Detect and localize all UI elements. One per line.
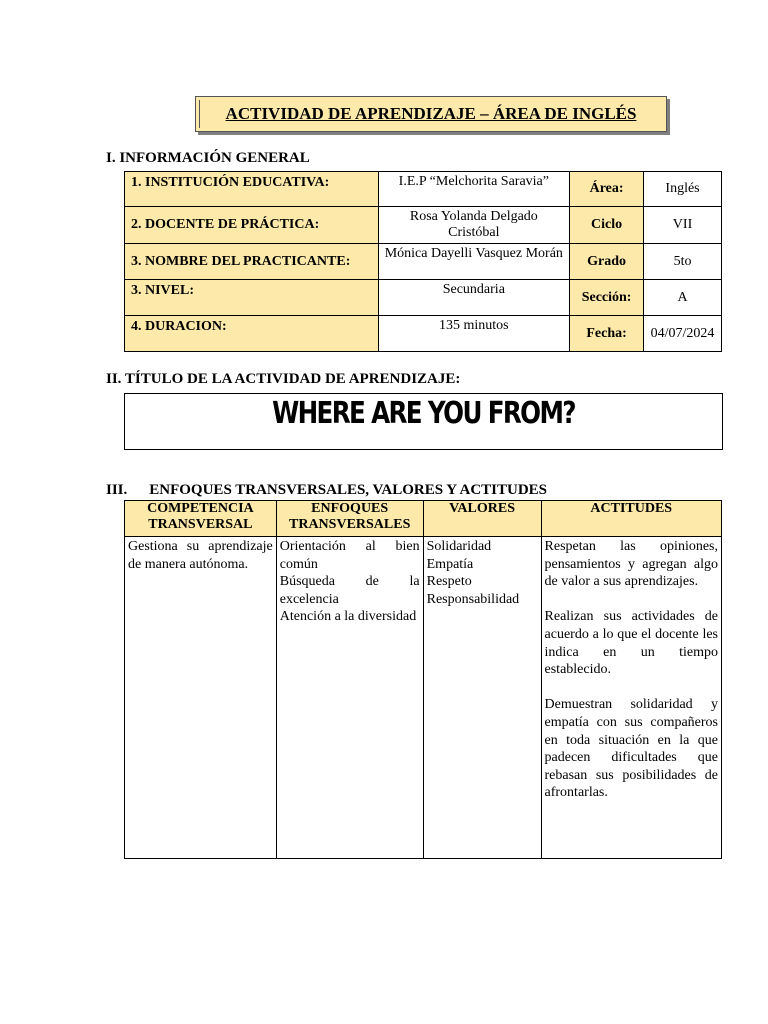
enfoque-item: Atención a la diversidad bbox=[279, 609, 417, 625]
valor-item: Responsabilidad bbox=[426, 591, 520, 607]
actitud-item: Demuestran solidaridad y empatía con sus compañeros en toda situación en la que padecen dificultades que rebasan sus posibilidades de afrontarlas. bbox=[544, 697, 718, 801]
activity-title: WHERE ARE YOU FROM? bbox=[272, 396, 575, 431]
info-label: 3. NIVEL: bbox=[125, 280, 379, 316]
valores-cell bbox=[423, 537, 541, 859]
competencia-cell: Gestiona su aprendizaje de manera autónoma. bbox=[125, 537, 277, 859]
enfoques-header-row bbox=[125, 501, 722, 537]
section-3-heading bbox=[106, 482, 547, 499]
info-right-label: Área: bbox=[570, 172, 644, 207]
info-right-value: Inglés bbox=[644, 172, 722, 207]
info-right-value: VII bbox=[644, 207, 722, 244]
col-header: ACTITUDES bbox=[541, 501, 721, 537]
info-label: 2. DOCENTE DE PRÁCTICA: bbox=[125, 207, 379, 244]
info-row bbox=[125, 316, 722, 352]
section-3-number: III. bbox=[106, 482, 128, 498]
valor-item: Empatía bbox=[426, 556, 474, 572]
col-header: ENFOQUES TRANSVERSALES bbox=[276, 501, 423, 537]
enfoques-content-row bbox=[125, 537, 722, 859]
document-title: ACTIVIDAD DE APRENDIZAJE – ÁREA DE INGLÉS bbox=[225, 104, 637, 123]
info-right-label: Fecha: bbox=[570, 316, 644, 352]
info-right-value: 04/07/2024 bbox=[644, 316, 722, 352]
enfoque-item: Búsqueda de la excelencia bbox=[279, 574, 420, 607]
info-right-label: Grado bbox=[570, 244, 644, 280]
info-label: 4. DURACION: bbox=[125, 316, 379, 352]
info-right-label: Ciclo bbox=[570, 207, 644, 244]
actitud-item: Respetan las opiniones, pensamientos y agregan algo de valor a sus aprendizajes. bbox=[544, 539, 718, 590]
info-value: Mónica Dayelli Vasquez Morán bbox=[378, 244, 570, 280]
info-right-label: Sección: bbox=[570, 280, 644, 316]
col-header: COMPETENCIA TRANSVERSAL bbox=[125, 501, 277, 537]
section-1-heading: I. INFORMACIÓN GENERAL bbox=[106, 150, 310, 166]
info-value: I.E.P “Melchorita Saravia” bbox=[378, 172, 570, 207]
info-label: 1. INSTITUCIÓN EDUCATIVA: bbox=[125, 172, 379, 207]
info-value: 135 minutos bbox=[378, 316, 570, 352]
info-label: 3. NOMBRE DEL PRACTICANTE: bbox=[125, 244, 379, 280]
col-header: VALORES bbox=[423, 501, 541, 537]
activity-title-frame bbox=[124, 393, 723, 450]
info-row bbox=[125, 280, 722, 316]
enfoques-table bbox=[124, 500, 722, 859]
actitudes-cell bbox=[541, 537, 721, 859]
valor-item: Respeto bbox=[426, 574, 472, 590]
info-value: Secundaria bbox=[378, 280, 570, 316]
section-3-title: ENFOQUES TRANSVERSALES, VALORES Y ACTITUDES bbox=[149, 482, 548, 498]
info-right-value: 5to bbox=[644, 244, 722, 280]
info-row bbox=[125, 207, 722, 244]
enfoque-item: Orientación al bien común bbox=[279, 539, 420, 572]
enfoques-cell bbox=[276, 537, 423, 859]
info-value: Rosa Yolanda Delgado Cristóbal bbox=[378, 207, 570, 244]
general-info-table bbox=[124, 171, 722, 352]
info-row bbox=[125, 172, 722, 207]
valor-item: Solidaridad bbox=[426, 539, 492, 554]
info-right-value: A bbox=[644, 280, 722, 316]
document-title-box bbox=[195, 96, 667, 132]
section-2-heading: II. TÍTULO DE LA ACTIVIDAD DE APRENDIZAJE: bbox=[106, 371, 461, 387]
actitud-item: Realizan sus actividades de acuerdo a lo que el docente les indica en un tiempo establecido. bbox=[544, 609, 718, 678]
info-row bbox=[125, 244, 722, 280]
